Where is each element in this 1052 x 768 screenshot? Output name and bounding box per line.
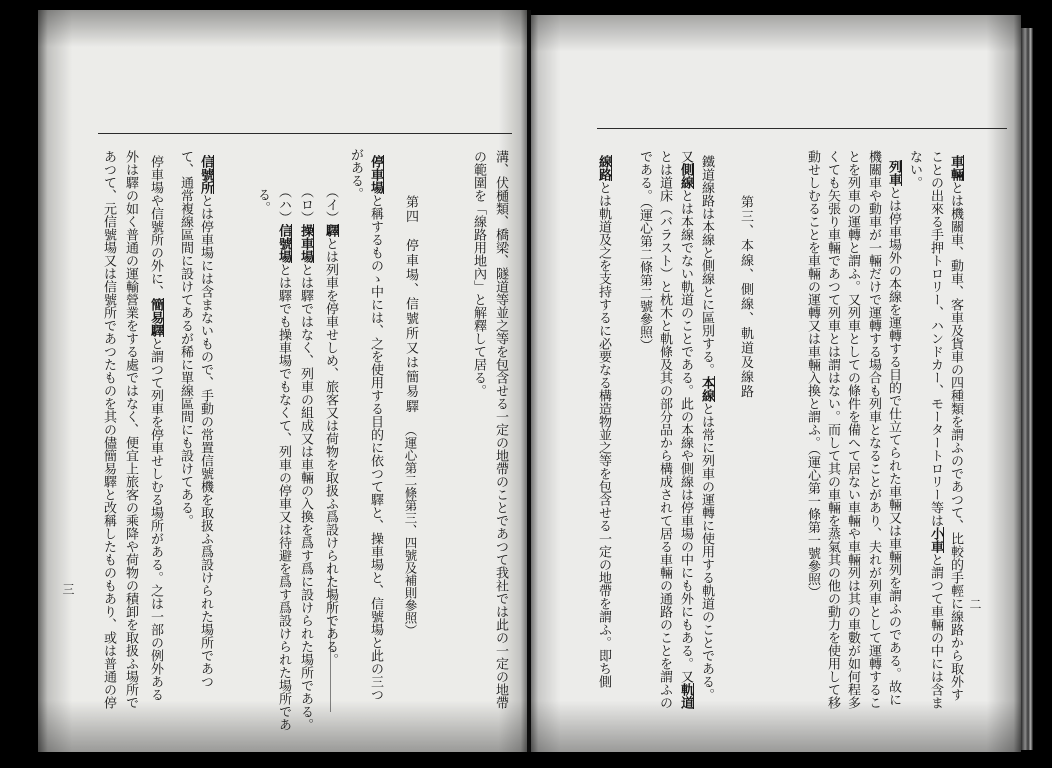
line-text: 機關車や動車が一輛だけで運轉する場合も列車となることがあり、夫れが列車として運轉するこ — [866, 150, 881, 709]
line-text: 外は驛の如く普通の運輸營業をする處ではなく、便宜上旅客の乘降や荷物の積卸を取扱ふ場所で — [123, 150, 138, 709]
line-text: 又 — [678, 150, 693, 163]
text-line — [925, 150, 945, 709]
text-line — [345, 148, 365, 200]
key-term: 信號場 — [276, 224, 291, 263]
line-text: と稱するものゝ中には、之を使用する目的に依つて驛と、操車場と、信號場と此の三つ — [368, 194, 383, 701]
text-line — [634, 150, 654, 352]
line-text: 溝、伏樋類、橋梁、隧道等並之等を包含せる一定の地帶のことであつて我社では此の一定の地帶 — [493, 150, 508, 709]
line-text: とは驛ではなく、列車の組成又は車輛の入換を爲す爲に設けられた場所である。 — [298, 263, 313, 731]
line-text: ことの出來る手押トロリー、ハンドカー、モータートロリー等は — [928, 150, 943, 527]
line-text: とは驛でも操車場でもなくて、列車の停車又は待避を爲す爲設けられた場所であ — [276, 263, 291, 731]
section-heading — [400, 195, 420, 637]
line-text: とは停車場外の本線を運轉する目的で仕立てられた車輛又は車輛列を謂ふのである。故に — [886, 186, 901, 706]
text-line — [490, 150, 510, 709]
line-text: 鐵道線路は本線と側線とに區別する。 — [699, 155, 714, 376]
page-stack-edge — [1021, 28, 1033, 750]
key-term: 信號所 — [198, 155, 213, 194]
text-line — [273, 185, 293, 731]
header-rule — [597, 128, 1007, 129]
line-text: の範圍を「線路用地內」と解釋して居る。 — [471, 150, 486, 397]
key-term: 操車場 — [298, 224, 313, 263]
text-line — [120, 150, 140, 709]
key-term: 驛 — [323, 224, 338, 237]
key-term: 列車 — [886, 160, 901, 186]
line-text: である。（運心第二條第二號參照） — [637, 150, 652, 352]
left-page — [38, 10, 528, 752]
line-text: がある。 — [348, 148, 363, 200]
text-line — [696, 155, 716, 701]
line-text: と謂つて車輛の中には含ま — [928, 553, 943, 709]
section-reference-note: （運心第二條第三、四號及補則參照） — [403, 424, 418, 637]
right-page — [531, 15, 1021, 752]
text-line — [904, 150, 924, 189]
line-text: とは停車場には含まないもので、手動の常置信號機を取扱ふ爲設けられた場所であつ — [198, 194, 213, 688]
key-term: 簡易驛 — [148, 298, 163, 337]
line-text: 停車場や信號所の外に、 — [148, 155, 163, 298]
line-text: とは常に列車の運轉に使用する軌道のことである。 — [699, 402, 714, 701]
line-text: あつて、元信號場又は信號所であつたものを其の儘簡易驛と改稱したものもあり、或は普通の停 — [101, 150, 116, 709]
line-text: とは機關車、動車、客車及貨車の四種類を謂ふのであつて、比較的手輕に線路から取外す — [948, 181, 963, 701]
text-line — [295, 185, 315, 731]
text-line — [842, 150, 862, 709]
section-title: 第三、本線、側線、軌道及線路 — [738, 195, 753, 400]
section-heading — [735, 195, 755, 399]
line-text: とは軌道及之を支持するに必要なる構造物並之等を包含せる一定の地帶を謂ふ。即ち側 — [596, 181, 611, 688]
line-text: とを列車の運轉と謂ふ。又列車としての條件を備へて居ない車輛や車輛列は其の車數が如何程多 — [845, 150, 860, 709]
key-term: 車輛 — [948, 155, 963, 181]
item-marker: （イ） — [323, 185, 338, 224]
text-line — [822, 150, 842, 709]
key-term: 停車場 — [368, 155, 383, 194]
text-line — [365, 155, 385, 701]
text-line — [252, 188, 272, 214]
text-line — [593, 155, 613, 688]
key-term: 線路 — [596, 155, 611, 181]
line-text: とは本線でない軌道のことである。此の本線や側線は停車場の中にも外にもある。又 — [678, 189, 693, 683]
text-line — [802, 150, 822, 599]
text-line — [98, 150, 118, 709]
text-line — [863, 150, 883, 709]
line-text: ない。 — [907, 150, 922, 189]
header-rule — [98, 133, 512, 134]
line-text: る。 — [255, 188, 270, 214]
item-marker: （ロ） — [298, 185, 313, 224]
page-number: 二 — [968, 598, 982, 610]
text-line — [320, 185, 340, 666]
section-title: 第四 停車場、信號所又は簡易驛 — [403, 195, 418, 414]
key-term: 側線 — [678, 163, 693, 189]
text-line — [468, 150, 488, 397]
line-text: とは道床（バラスト）と枕木と軌條及其の部分品から構成されて居る車輛の通路のことを謂ふの — [657, 150, 672, 709]
line-text: とは列車を停車せしめ、旅客又は荷物を取扱ふ爲設けられた場所である。 — [323, 237, 338, 666]
key-term: 小車 — [928, 527, 943, 553]
text-line — [883, 160, 903, 706]
line-text: くても矢張り車輛であつて列車とは謂はない。而して其の車輛を蒸氣其の他の動力を使用して移 — [825, 150, 840, 709]
text-line — [654, 150, 674, 709]
text-line — [195, 155, 215, 688]
line-text: と謂つて列車を停車せしむる場所がある。之は一部の例外ある — [148, 337, 163, 701]
key-term: 軌道 — [678, 683, 693, 709]
line-text: 動せしむることを車輛の運轉又は車輛入換と謂ふ。（運心第一條第一號參照） — [805, 150, 820, 599]
text-line — [675, 150, 695, 709]
item-marker: （ハ） — [276, 185, 291, 224]
text-line — [175, 150, 195, 527]
text-line — [145, 155, 165, 701]
text-line — [945, 155, 965, 701]
line-text: て、通常複線區間に設けてあるが稀に單線區間にも設けてある。 — [178, 150, 193, 527]
key-term: 本線 — [699, 376, 714, 402]
page-number: 三 — [61, 583, 75, 595]
